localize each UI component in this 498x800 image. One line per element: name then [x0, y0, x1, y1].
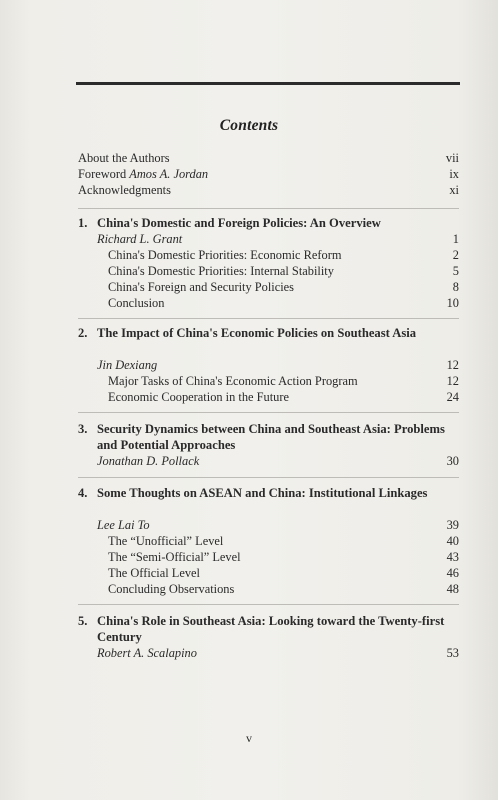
entry-page: 46	[446, 566, 459, 580]
entry-title: Foreword	[78, 167, 130, 181]
top-rule	[76, 82, 460, 85]
entry-author: Amos A. Jordan	[129, 167, 209, 181]
section-title: Major Tasks of China's Economic Action Program	[108, 374, 358, 388]
section-title: The Official Level	[108, 566, 200, 580]
chapter-author: Robert A. Scalapino	[97, 646, 197, 660]
chapter-author-line	[97, 357, 459, 373]
chapter-author: Jonathan D. Pollack	[97, 454, 200, 468]
entry-page: 30	[446, 454, 459, 468]
chapter-author-line	[97, 645, 459, 661]
page-folio: v	[246, 731, 252, 745]
chapter-title: Some Thoughts on ASEAN and China: Institutional Linkages	[97, 486, 428, 500]
entry-title: About the Authors	[78, 151, 170, 165]
chapter-author-line	[97, 453, 459, 469]
section-entry	[108, 565, 459, 581]
section-title: China's Domestic Priorities: Internal Stability	[108, 264, 334, 278]
section-entry	[108, 373, 459, 389]
chapter-divider	[78, 477, 459, 478]
chapter-number: 4.	[78, 486, 88, 500]
section-title: China's Domestic Priorities: Economic Reform	[108, 248, 342, 262]
front-matter-entry	[78, 182, 459, 198]
front-matter-entry	[78, 150, 459, 166]
section-title: The “Semi-Official” Level	[108, 550, 241, 564]
chapter-divider	[78, 208, 459, 209]
section-entry	[108, 389, 459, 405]
entry-page: vii	[445, 151, 459, 165]
chapter-title: Security Dynamics between China and Southeast Asia: Problems and Potential Approaches	[97, 422, 445, 452]
entry-page: 39	[446, 518, 459, 532]
entry-page: 1	[452, 232, 459, 246]
entry-page: 40	[446, 534, 459, 548]
chapter-number: 3.	[78, 422, 88, 436]
chapter-title: The Impact of China's Economic Policies on Southeast Asia	[97, 326, 417, 340]
chapter-author: Jin Dexiang	[97, 358, 158, 372]
chapter-divider	[78, 604, 459, 605]
chapter-number: 1.	[78, 216, 88, 230]
entry-page: ix	[449, 167, 459, 181]
contents-heading: Contents	[219, 117, 279, 134]
entry-page: 2	[452, 248, 459, 262]
chapter-title: China's Domestic and Foreign Policies: An Overview	[97, 216, 381, 230]
chapter-author: Richard L. Grant	[97, 232, 183, 246]
section-title: Conclusion	[108, 296, 165, 310]
section-entry	[108, 549, 459, 565]
chapter-divider	[78, 318, 459, 319]
entry-page: 53	[446, 646, 459, 660]
section-title: The “Unofficial” Level	[108, 534, 224, 548]
chapter-author-line	[97, 231, 459, 247]
front-matter-entry	[78, 166, 459, 182]
section-entry	[108, 533, 459, 549]
chapter-divider	[78, 412, 459, 413]
chapter-author: Lee Lai To	[97, 518, 150, 532]
chapter-author-line	[97, 517, 459, 533]
entry-page: 12	[446, 374, 459, 388]
entry-page: xi	[449, 183, 459, 197]
chapter-title: China's Role in Southeast Asia: Looking toward the Twenty-first Century	[97, 614, 445, 644]
section-title: Economic Cooperation in the Future	[108, 390, 290, 404]
section-entry	[108, 581, 459, 597]
chapter-number: 5.	[78, 614, 88, 628]
section-entry	[108, 279, 459, 295]
section-entry	[108, 247, 459, 263]
section-entry	[108, 295, 459, 311]
entry-page: 43	[446, 550, 459, 564]
entry-title: Acknowledgments	[78, 183, 171, 197]
entry-page: 10	[446, 296, 459, 310]
entry-page: 24	[446, 390, 459, 404]
entry-page: 48	[446, 582, 459, 596]
entry-page: 8	[452, 280, 459, 294]
section-entry	[108, 263, 459, 279]
entry-page: 12	[446, 358, 459, 372]
chapter-number: 2.	[78, 326, 88, 340]
section-title: Concluding Observations	[108, 582, 235, 596]
entry-page: 5	[452, 264, 459, 278]
section-title: China's Foreign and Security Policies	[108, 280, 295, 294]
